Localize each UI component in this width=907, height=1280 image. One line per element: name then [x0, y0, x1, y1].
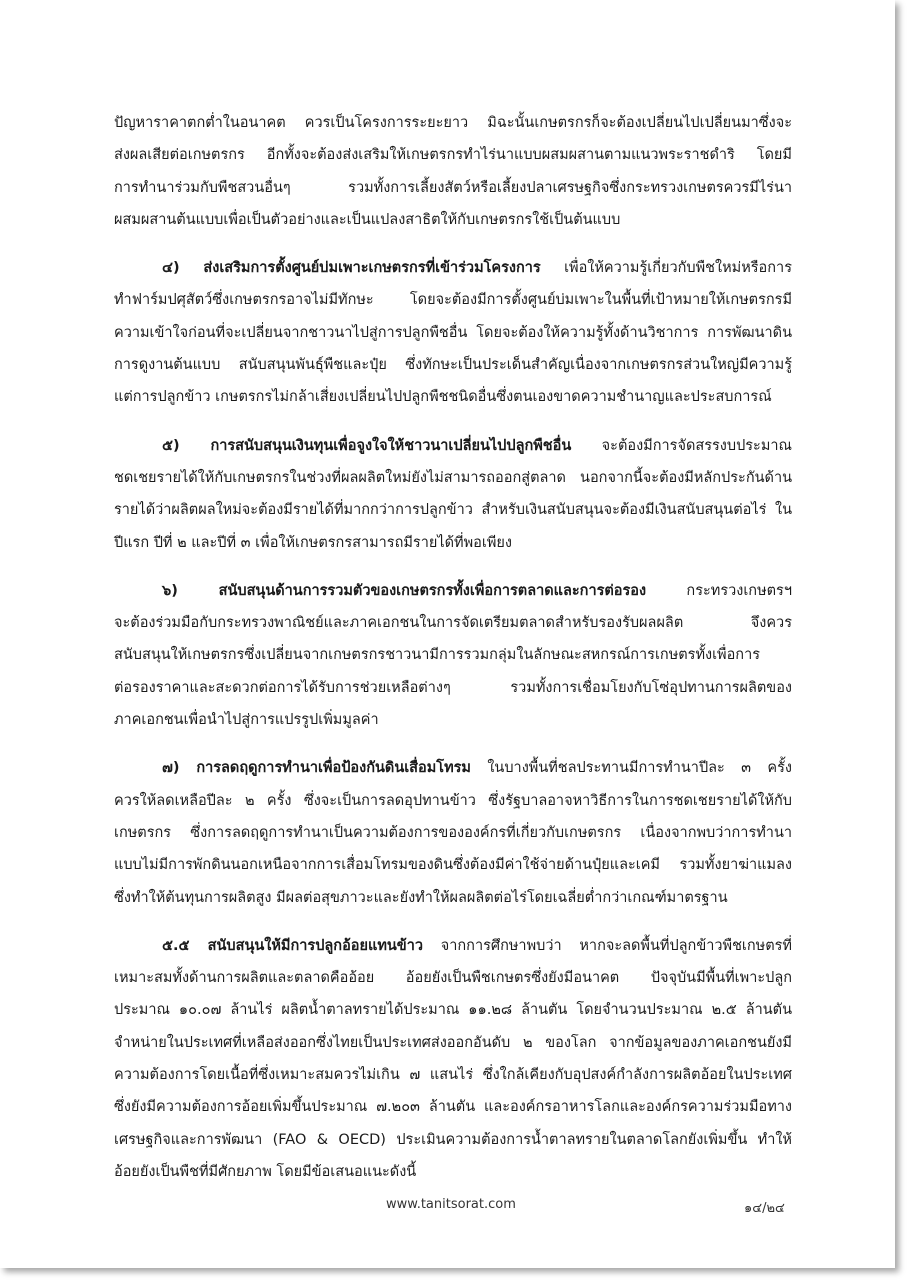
- text-line: ความต้องการโดยเนื้อที่ซึ่งเหมาะสมควรไม่เกิน ๗ แสนไร่ ซึ่งใกล้เคียงกับอุปสงค์กำลังการผลิตอ้อยในประเทศ: [114, 1067, 792, 1084]
- document-body: [114, 107, 792, 1204]
- text-line: อ้อยยังเป็นพืชที่มีศักยภาพ โดยมีข้อเสนอแนะดังนี้: [114, 1163, 417, 1180]
- text-line: ซึ่งยังมีความต้องการอ้อยเพิ่มขึ้นประมาณ ๗.๒๐๓ ล้านตัน และองค์กรอาหารโลกและองค์กรความร่วมมือทาง: [114, 1099, 792, 1116]
- text-line-first: [114, 575, 792, 607]
- text-line: ต่อรองราคาและสะดวกต่อการได้รับการช่วยเหลือต่างๆ รวมทั้งการเชื่อมโยงกับโซ่อุปทานการผลิตของ: [114, 679, 792, 696]
- text-line: เหมาะสมทั้งด้านการผลิตและตลาดคืออ้อย อ้อยยังเป็นพืชเกษตรซึ่งยังมีอนาคต ปัจจุบันมีพื้นที่เพาะปลูก: [114, 970, 792, 987]
- text-line: เศรษฐกิจและการพัฒนา (FAO & OECD) ประเมินความต้องการน้ำตาลทรายในตลาดโลกยังเพิ่มขึ้น ทำให้: [114, 1131, 792, 1148]
- item-heading-rest: จะต้องมีการจัดสรรงบประมาณ: [571, 437, 792, 454]
- text-line: ผสมผสานต้นแบบเพื่อเป็นตัวอย่างและเป็นแปลงสาธิตให้กับเกษตรกรใช้เป็นต้นแบบ: [114, 211, 621, 228]
- text-line: เกษตรกร ซึ่งการลดฤดูการทำนาเป็นความต้องการขององค์กรที่เกี่ยวกับเกษตรกร เนื่องจากพบว่าการทำนา: [114, 824, 792, 841]
- text-line: ประมาณ ๑๐.๐๗ ล้านไร่ ผลิตน้ำตาลทรายได้ประมาณ ๑๑.๒๘ ล้านตัน โดยจำนวนประมาณ ๒.๕ ล้านตัน: [114, 1002, 792, 1019]
- text-line: ปัญหาราคาตกต่ำในอนาคต ควรเป็นโครงการระยะยาว มิฉะนั้นเกษตรกรก็จะต้องเปลี่ยนไปเปลี่ยนมาซึ่งจะ: [114, 115, 792, 131]
- text-line: สนับสนุนให้เกษตรกรซึ่งเปลี่ยนจากเกษตรกรชาวนามีการรวมกลุ่มในลักษณะสหกรณ์การเกษตรทั้งเพื่อการ: [114, 647, 761, 664]
- text-line: ควรให้ลดเหลือปีละ ๒ ครั้ง ซึ่งจะเป็นการลดอุปทานข้าว ซึ่งรัฐบาลอาจหาวิธีการในการชดเชยรายได้ให้กับ: [114, 792, 792, 809]
- section-heading-rest: จากการศึกษาพบว่า หากจะลดพื้นที่ปลูกข้าวพืชเกษตรที่: [423, 937, 792, 954]
- paragraph-item-6: [114, 575, 792, 736]
- page-footer: [0, 1197, 895, 1221]
- item-heading: ๕) การสนับสนุนเงินทุนเพื่อจูงใจให้ชาวนาเปลี่ยนไปปลูกพืชอื่น: [162, 437, 572, 454]
- text-line: ภาคเอกชนเพื่อนำไปสู่การแปรรูปเพิ่มมูลค่า: [114, 712, 379, 729]
- paragraph-section-5-5: [114, 930, 792, 1188]
- text-line: การทำนาร่วมกับพืชสวนอื่นๆ รวมทั้งการเลี้ยงสัตว์หรือเลี้ยงปลาเศรษฐกิจซึ่งกระทรวงเกษตรควรมีไร่นา: [114, 179, 792, 196]
- text-line-first: [114, 252, 792, 284]
- item-heading: ๔) ส่งเสริมการตั้งศูนย์บ่มเพาะเกษตรกรที่เข้าร่วมโครงการ: [162, 260, 541, 277]
- text-line: แต่การปลูกข้าว เกษตรกรไม่กล้าเสี่ยงเปลี่ยนไปปลูกพืชชนิดอื่นซึ่งตนเองขาดความชำนาญและประสบการณ์: [114, 389, 772, 406]
- paragraph-item-4: [114, 252, 792, 413]
- text-line-first: [114, 930, 792, 962]
- text-line: จำหน่ายในประเทศที่เหลือส่งออกซึ่งไทยเป็นประเทศส่งออกอันดับ ๒ ของโลก จากข้อมูลของภาคเอกชนยังมี: [114, 1034, 792, 1051]
- section-heading: ๕.๕ สนับสนุนให้มีการปลูกอ้อยแทนข้าว: [162, 937, 423, 954]
- footer-page-number: ๑๔/๒๔: [744, 1201, 785, 1216]
- text-line: ความเข้าใจก่อนที่จะเปลี่ยนจากชาวนาไปสู่การปลูกพืชอื่น โดยจะต้องให้ความรู้ทั้งด้านวิชาการ การพัฒนาดิน: [114, 324, 792, 341]
- text-line: ทำฟาร์มปศุสัตว์ซึ่งเกษตรกรอาจไม่มีทักษะ โดยจะต้องมีการตั้งศูนย์บ่มเพาะในพื้นที่เป้าหมายให้เกษตรกรมี: [114, 292, 792, 309]
- paragraph-item-7: [114, 752, 792, 913]
- item-heading-rest: กระทรวงเกษตรฯ: [646, 582, 792, 599]
- text-line: แบบไม่มีการพักดินนอกเหนือจากการเสื่อมโทรมของดินซึ่งต้องมีค่าใช้จ่ายด้านปุ๋ยและเคมี รวมทั้งยาฆ่าแมลง: [114, 857, 792, 874]
- text-line: จะต้องร่วมมือกับกระทรวงพาณิชย์และภาคเอกชนในการจัดเตรียมตลาดสำหรับรองรับผลผลิต จึงควร: [114, 615, 792, 632]
- text-line: ส่งผลเสียต่อเกษตรกร อีกทั้งจะต้องส่งเสริมให้เกษตรกรทำไร่นาแบบผสมผสานตามแนวพระราชดำริ โดยมี: [114, 147, 792, 164]
- text-line: ชดเชยรายได้ให้กับเกษตรกรในช่วงที่ผลผลิตใหม่ยังไม่สามารถออกสู่ตลาด นอกจากนี้จะต้องมีหลักประกันด้าน: [114, 469, 792, 486]
- footer-website: www.tanitsorat.com: [386, 1197, 516, 1212]
- text-line: ซึ่งทำให้ต้นทุนการผลิตสูง มีผลต่อสุขภาวะและยังทำให้ผลผลิตต่อไร่โดยเฉลี่ยต่ำกว่าเกณฑ์มาตรฐาน: [114, 889, 728, 906]
- item-heading-rest: ในบางพื้นที่ชลประทานมีการทำนาปีละ ๓ ครั้ง: [471, 760, 792, 777]
- text-line: ปีแรก ปีที่ ๒ และปีที่ ๓ เพื่อให้เกษตรกรสามารถมีรายได้ที่พอเพียง: [114, 534, 512, 551]
- paragraph-item-5: [114, 430, 792, 559]
- text-line-first: [114, 752, 792, 784]
- paragraph-continuation: [114, 107, 792, 236]
- text-line: การดูงานต้นแบบ สนับสนุนพันธุ์พืชและปุ๋ย ซึ่งทักษะเป็นประเด็นสำคัญเนื่องจากเกษตรกรส่วนใหญ่มีความรู้: [114, 357, 792, 374]
- text-line: รายได้ว่าผลิตผลใหม่จะต้องมีรายได้ที่มากกว่าการปลูกข้าว สำหรับเงินสนับสนุนจะต้องมีเงินสนับสนุนต่อไร่ ใน: [114, 502, 792, 519]
- item-heading-rest: เพื่อให้ความรู้เกี่ยวกับพืชใหม่หรือการ: [540, 260, 792, 277]
- item-heading: ๖) สนับสนุนด้านการรวมตัวของเกษตรกรทั้งเพื่อการตลาดและการต่อรอง: [162, 582, 647, 599]
- text-line-first: [114, 430, 792, 462]
- item-heading: ๗) การลดฤดูการทำนาเพื่อป้องกันดินเสื่อมโทรม: [162, 760, 471, 777]
